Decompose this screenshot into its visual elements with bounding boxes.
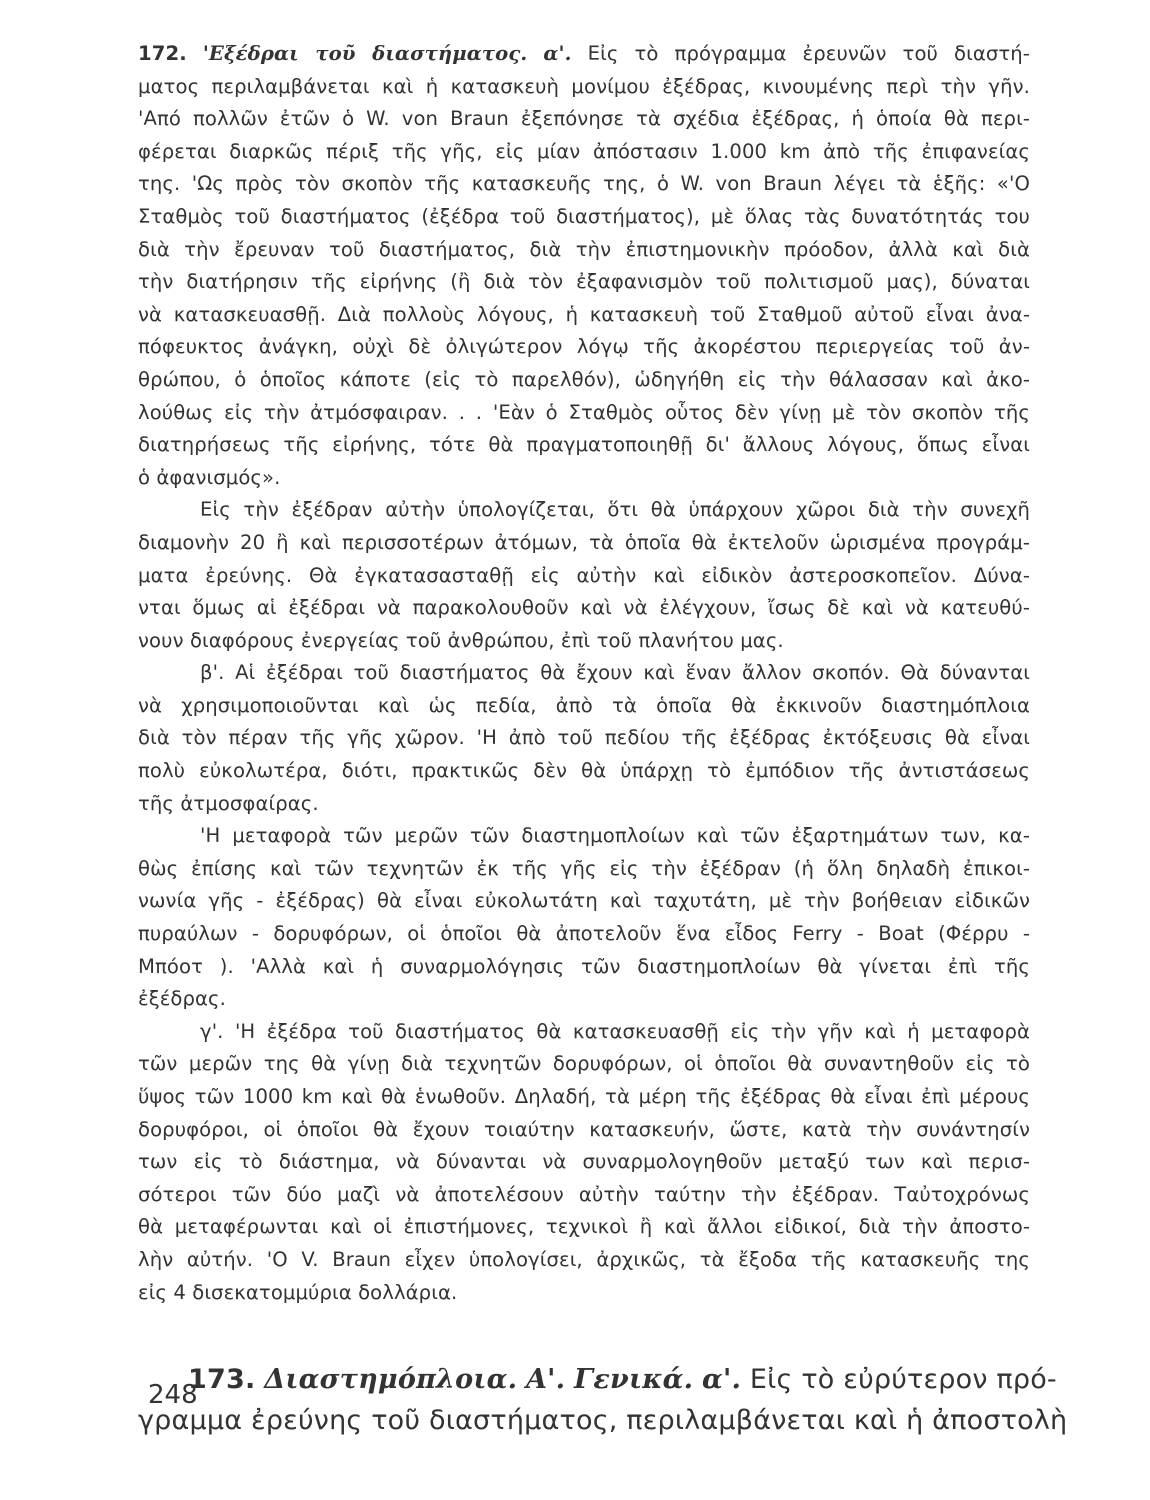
text-line: νωνία γῆς - ἐξέδρας) θὰ εἶναι εὐκολωτάτη καὶ ταχυτάτη, μὲ τὴν βοήθειαν εἰδικῶν: [138, 889, 1030, 913]
section-173: [138, 1359, 1068, 1441]
text-line: λούθως εἰς τὴν ἀτμόσφαιραν. . . 'Εὰν ὁ Σταθμὸς οὗτος δὲν γίνῃ μὲ τὸν σκοπὸν τῆς: [138, 400, 1030, 424]
text-line: διὰ τὴν ἔρευναν τοῦ διαστήματος, διὰ τὴν ἐπιστημονικὴν πρόοδον, ἀλλὰ καὶ διὰ: [138, 237, 1030, 261]
text-line: 'Από πολλῶν ἐτῶν ὁ W. von Braun ἐξεπόνησε τὰ σχέδια ἐξέδρας, ἡ ὁποία θὰ περι-: [138, 107, 1030, 131]
text-line: των εἰς τὸ διάστημα, νὰ δύνανται νὰ συναρμολογηθοῦν μεταξύ των καὶ περισ-: [138, 1150, 1030, 1174]
text-line: ἐξέδρας.: [138, 987, 226, 1011]
text-line: 172. 'Εξέδραι τοῦ διαστήματος. α'. Εἰς τὸ πρόγραμμα ἐρευνῶν τοῦ διαστή-: [138, 42, 1030, 65]
text-line: 'Η μεταφορὰ τῶν μερῶν τῶν διαστημοπλοίων καὶ τῶν ἐξαρτημάτων των, κα-: [200, 824, 1030, 848]
text-line: γ'. 'Η ἐξέδρα τοῦ διαστήματος θὰ κατασκευασθῇ εἰς τὴν γῆν καὶ ἡ μεταφορὰ: [200, 1019, 1030, 1043]
text-line: διατηρήσεως τῆς εἰρήνης, τότε θὰ πραγματοποιηθῇ δι' ἄλλους λόγους, ὅπως εἶναι: [138, 433, 1030, 457]
subsection-marker: Α'.: [526, 1364, 566, 1396]
text-line: νται ὅμως αἱ ἐξέδραι νὰ παρακολουθοῦν καὶ νὰ ἐλέγχουν, ἴσως δὲ καὶ νὰ κατευθύ-: [138, 596, 1030, 620]
text-line: της. 'Ως πρὸς τὸν σκοπὸν τῆς κατασκευῆς της, ὁ W. von Braun λέγει τὰ ἑξῆς: «'Ο: [138, 172, 1030, 196]
section-number: 173.: [188, 1364, 256, 1396]
text-line: Μπόοτ ). 'Αλλὰ καὶ ἡ συναρμολόγησις τῶν διαστημοπλοίων θὰ γίνεται ἐπὶ τῆς: [138, 954, 1030, 978]
section-number: 172.: [138, 42, 187, 65]
page-number: 248: [148, 1380, 198, 1410]
text-line: διὰ τὸν πέραν τῆς γῆς χῶρον. 'Η ἀπὸ τοῦ πεδίου τῆς ἐξέδρας ἐκτόξευσις θὰ εἶναι: [138, 726, 1030, 750]
subsection-title: Γενικά.: [574, 1364, 694, 1396]
text-line: πόφευκτος ἀνάγκη, οὐχὶ δὲ ὀλιγώτερον λόγῳ τῆς ἀκορέστου περιεργείας τοῦ ἀν-: [138, 335, 1030, 359]
text-line: δορυφόροι, οἱ ὁποῖοι θὰ ἔχουν τοιαύτην κατασκευήν, ὥστε, κατὰ τὴν συνάντησίν: [138, 1117, 1030, 1141]
text-line: νὰ κατασκευασθῇ. Διὰ πολλοὺς λόγους, ἡ κατασκευὴ τοῦ Σταθμοῦ αὐτοῦ εἶναι ἀνα-: [138, 302, 1030, 326]
text-line: τῆς ἀτμοσφαίρας.: [138, 791, 319, 815]
section-heading: Διαστημόπλοια.: [264, 1364, 518, 1396]
section-172: [138, 38, 1030, 1309]
text-line: νουν διαφόρους ἐνεργείας τοῦ ἀνθρώπου, ἐπὶ τοῦ πλανήτου μας.: [138, 628, 784, 652]
text-line: ὁ ἀφανισμός».: [138, 465, 281, 489]
text-line: Εἰς τὴν ἐξέδραν αὐτὴν ὑπολογίζεται, ὅτι θὰ ὑπάρχουν χῶροι διὰ τὴν συνεχῆ: [200, 498, 1030, 522]
subsection-marker: α'.: [702, 1364, 742, 1396]
text-line: ματα ἐρεύνης. Θὰ ἐγκατασασταθῇ εἰς αὐτὴν καὶ εἰδικὸν ἀστεροσκοπεῖον. Δύνα-: [138, 563, 1030, 587]
text-line: λὴν αὐτήν. 'Ο V. Braun εἶχεν ὑπολογίσει, ἀρχικῶς, τὰ ἔξοδα τῆς κατασκευῆς της: [138, 1247, 1030, 1271]
text-line: θὼς ἐπίσης καὶ τῶν τεχνητῶν ἐκ τῆς γῆς εἰς τὴν ἐξέδραν (ἡ ὅλη δηλαδὴ ἐπικοι-: [138, 856, 1030, 880]
text-line: β'. Αἱ ἐξέδραι τοῦ διαστήματος θὰ ἔχουν καὶ ἕναν ἄλλον σκοπόν. Θὰ δύνανται: [200, 661, 1030, 685]
text-line: νὰ χρησιμοποιοῦνται καὶ ὡς πεδία, ἀπὸ τὰ ὁποῖα θὰ ἐκκινοῦν διαστημόπλοια: [138, 693, 1030, 717]
text-line: πυραύλων - δορυφόρων, οἱ ὁποῖοι θὰ ἀποτελοῦν ἕνα εἶδος Ferry - Boat (Φέρρυ -: [138, 922, 1030, 946]
text-line: σότεροι τῶν δύο μαζὶ νὰ ἀποτελέσουν αὐτὴν ταύτην τὴν ἐξέδραν. Ταὐτοχρόνως: [138, 1182, 1030, 1206]
text-line: φέρεται διαρκῶς πέριξ τῆς γῆς, εἰς μίαν ἀπόστασιν 1.000 km ἀπὸ τῆς ἐπιφανείας: [138, 139, 1030, 163]
text-line: θρώπου, ὁ ὁποῖος κάποτε (εἰς τὸ παρελθόν), ὡδηγήθη εἰς τὴν θάλασσαν καὶ ἀκο-: [138, 367, 1030, 391]
text-line: εἰς 4 δισεκατομμύρια δολλάρια.: [138, 1280, 458, 1304]
text-line: τὴν διατήρησιν τῆς εἰρήνης (ἢ διὰ τὸν ἐξαφανισμὸν τοῦ πολιτισμοῦ μας), δύναται: [138, 270, 1030, 294]
text-line: τῶν μερῶν της θὰ γίνῃ διὰ τεχνητῶν δορυφόρων, οἱ ὁποῖοι θὰ συναντηθοῦν εἰς τὸ: [138, 1052, 1030, 1076]
section-heading: 'Εξέδραι τοῦ διαστήματος.: [202, 42, 528, 65]
text-line: θὰ μεταφέρωνται καὶ οἱ ἐπιστήμονες, τεχνικοὶ ἢ καὶ ἄλλοι εἰδικοί, διὰ τὴν ἀποστο-: [138, 1215, 1030, 1239]
text-line: 173. Διαστημόπλοια. Α'. Γενικά. α'. Εἰς τὸ εὐρύτερον πρό-: [188, 1364, 1057, 1396]
text-line: διαμονὴν 20 ἢ καὶ περισσοτέρων ἀτόμων, τὰ ὁποῖα θὰ ἐκτελοῦν ὡρισμένα προγράμ-: [138, 530, 1030, 554]
subsection-marker: α'.: [543, 42, 572, 65]
text-line: Σταθμὸς τοῦ διαστήματος (ἐξέδρα τοῦ διαστήματος), μὲ ὅλας τὰς δυνατότητάς του: [138, 204, 1030, 228]
text-line: ματος περιλαμβάνεται καὶ ἡ κατασκευὴ μονίμου ἐξέδρας, κινουμένης περὶ τὴν γῆν.: [138, 74, 1030, 98]
text-line: ὕψος τῶν 1000 km καὶ θὰ ἑνωθοῦν. Δηλαδή, τὰ μέρη τῆς ἐξέδρας θὰ εἶναι ἐπὶ μέρους: [138, 1085, 1030, 1108]
text-line: γραμμα ἐρεύνης τοῦ διαστήματος, περιλαμβάνεται καὶ ἡ ἀποστολὴ: [138, 1405, 1068, 1437]
text-line: πολὺ εὐκολωτέρα, διότι, πρακτικῶς δὲν θὰ ὑπάρχῃ τὸ ἐμπόδιον τῆς ἀντιστάσεως: [138, 759, 1030, 783]
